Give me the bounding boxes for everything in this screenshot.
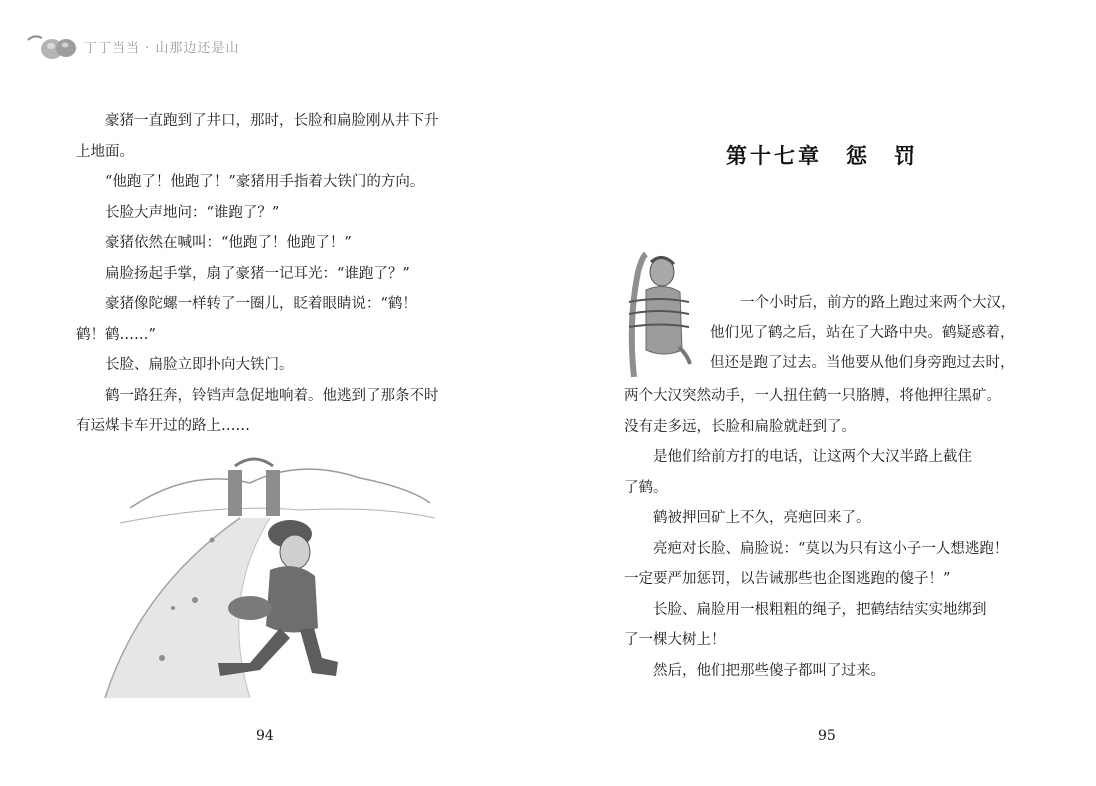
- paragraph: 长脸、扁脸立即扑向大铁门。: [105, 357, 294, 373]
- intro-line: 一个小时后，前方的路上跑过来两个大汉，: [740, 295, 1016, 311]
- book-series-title: 丁丁当当 · 山那边还是山: [84, 40, 240, 56]
- paragraph: 长脸、扁脸用一根粗粗的绳子，把鹤结结实实地绑到 了一棵大树上！: [624, 601, 987, 648]
- paragraph: 豪猪依然在喊叫：“他跑了！他跑了！”: [105, 235, 352, 251]
- left-page-text: [76, 106, 476, 442]
- boy-tied-to-tree-illustration: [624, 252, 694, 377]
- paragraph: 扁脸扬起手掌，扇了豪猪一记耳光：“谁跑了？”: [105, 265, 410, 282]
- paragraph: 豪猪一直跑到了井口，那时，长脸和扁脸刚从井下升 上地面。: [76, 113, 439, 160]
- paragraph: 亮疤对长脸、扁脸说：“莫以为只有这小子一人想逃跑！ 一定要严加惩罚，以告诫那些也企图逃跑的傻子！”: [624, 540, 1009, 587]
- right-page: [548, 0, 1096, 786]
- page-number: 94: [256, 728, 274, 744]
- intro-line: 但还是跑了过去。当他要从他们身旁跑过去时，: [710, 355, 1015, 371]
- paragraph: 豪猪像陀螺一样转了一圈儿，眨着眼睛说：“鹤！ 鹤！鹤……”: [76, 296, 417, 343]
- right-page-text: [624, 381, 1024, 686]
- paragraph: 然后，他们把那些傻子都叫了过来。: [653, 662, 885, 679]
- chapter-title: 第十七章 惩 罚: [726, 143, 918, 168]
- paragraph: 长脸大声地问：“谁跑了？”: [105, 204, 280, 221]
- paragraph: 是他们给前方打的电话，让这两个大汉半路上截住 了鹤。: [624, 449, 972, 496]
- running-boy-illustration: [100, 448, 440, 703]
- paragraph: 鹤一路狂奔，铃铛声急促地响着。他逃到了那条不时 有运煤卡车开过的路上……: [76, 387, 439, 434]
- paragraph: 两个大汉突然动手，一人扭住鹤一只胳膊，将他押往黑矿。 没有走多远，长脸和扁脸就赶到了。: [624, 388, 1001, 435]
- paragraph: “他跑了！他跑了！”豪猪用手指着大铁门的方向。: [105, 174, 425, 190]
- intro-line: 他们见了鹤之后，站在了大路中央。鹤疑惑着，: [710, 325, 1015, 341]
- paragraph: 鹤被押回矿上不久，亮疤回来了。: [653, 510, 871, 526]
- page-number: 95: [818, 728, 836, 744]
